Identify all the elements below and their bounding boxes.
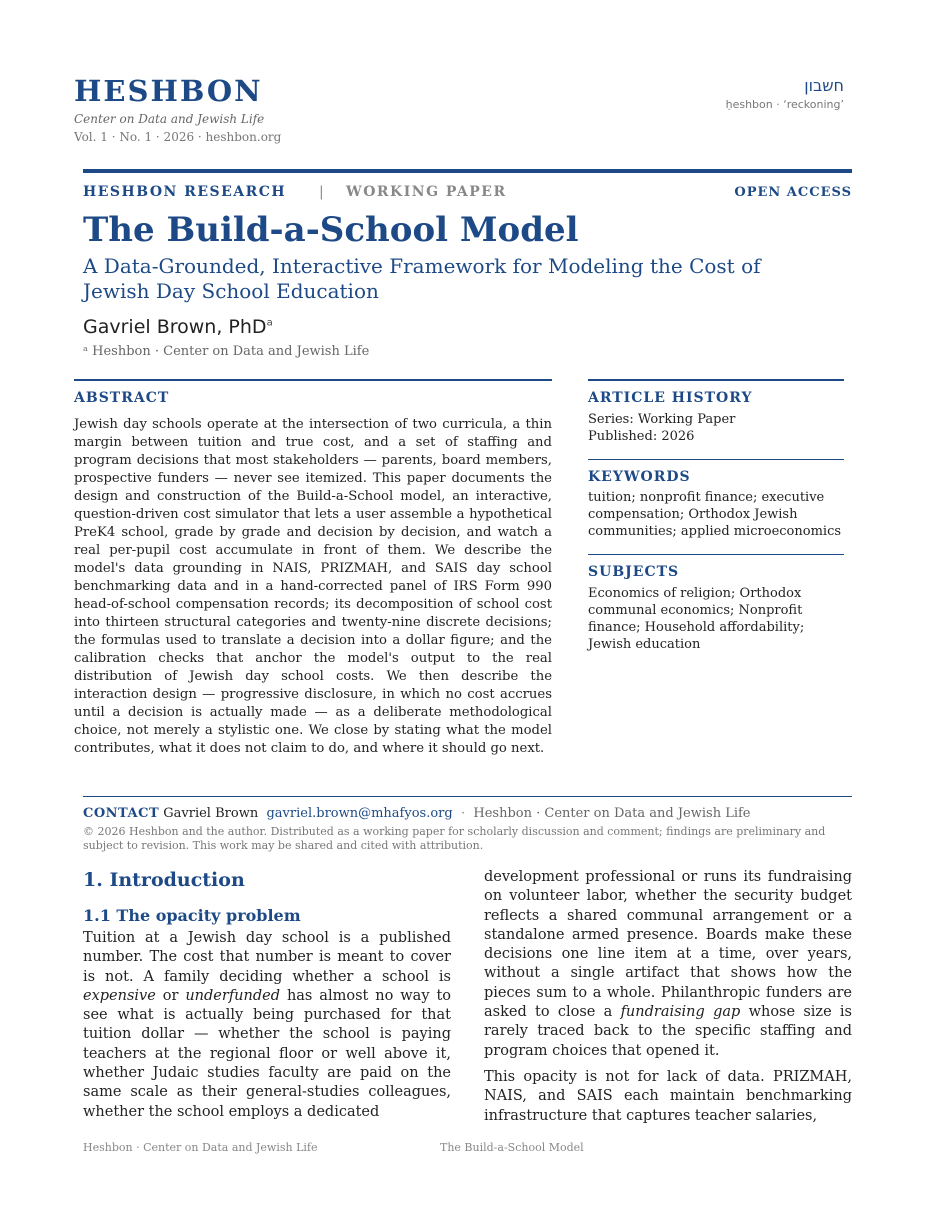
- hebrew-gloss: ḥeshbon · ‘reckoning’: [725, 98, 844, 111]
- paragraph: [83, 929, 451, 1122]
- contact-line: [83, 806, 751, 821]
- article-history-heading: ARTICLE HISTORY: [588, 390, 753, 406]
- body-column-right: [484, 868, 852, 1133]
- paper-subtitle: A Data-Grounded, Interactive Framework for Modeling the Cost of Jewish Day School Education: [83, 254, 761, 303]
- text-run: whose size is rarely traced back to the specific staffing and program choices that opened it.: [484, 1004, 853, 1059]
- emphasis: fundraising gap: [620, 1004, 741, 1021]
- sidebar-rule-subjects: [588, 554, 844, 555]
- series-row: [83, 184, 852, 202]
- history-series: Series: Working Paper: [588, 412, 736, 427]
- footer-org: Heshbon · Center on Data and Jewish Life: [83, 1141, 318, 1154]
- subsection-heading-opacity: 1.1 The opacity problem: [83, 906, 301, 925]
- keywords-heading: KEYWORDS: [588, 469, 691, 485]
- open-access-badge: OPEN ACCESS: [734, 185, 852, 200]
- subjects-text: Economics of religion; Orthodox communal economics; Nonprofit finance; Household affordability; Jewish education: [588, 586, 805, 652]
- paragraph: This opacity is not for lack of data. PRIZMAH, NAIS, and SAIS each maintain benchmarking infrastructure that captures teacher salaries,: [484, 1068, 852, 1124]
- subjects-heading: SUBJECTS: [588, 564, 680, 580]
- sidebar-rule-keywords: [588, 459, 844, 460]
- paragraph: [484, 868, 852, 1061]
- contact-email-link[interactable]: gavriel.brown@mhafyos.org: [266, 806, 453, 821]
- keywords-text: tuition; nonprofit finance; executive compensation; Orthodox Jewish communities; applied microeconomics: [588, 490, 842, 539]
- paper-title: The Build-a-School Model: [83, 210, 579, 250]
- emphasis: expensive: [83, 987, 156, 1004]
- header-rule: [83, 169, 852, 173]
- hebrew-title: חשבון: [804, 76, 844, 95]
- author-name: [83, 316, 273, 338]
- footer-title: The Build-a-School Model: [440, 1141, 584, 1154]
- abstract-text: Jewish day schools operate at the intersection of two curricula, a thin margin between tuition and true cost, and a set of staffing and program decisions that most stakeholders — parents, board members, prospective funders — never see itemized. This paper documents the design and construction of the Build-a-School model, an interactive, question-driven cost simulator that lets a user assemble a hypothetical PreK4 school, grade by grade and decision by decision, and watch a real per-pupil cost accumulate in front of them. We describe the model's data grounding in NAIS, PRIZMAH, and SAIS day school benchmarking data and in a hand-corrected panel of IRS Form 990 head-of-school compensation records; its decomposition of school cost into thirteen structural categories and twenty-nine discrete decisions; the formulas used to translate a decision into a dollar figure; and the calibration checks that anchor the model's output to the real distribution of Jewish day school costs. We then describe the interaction design — progressive disclosure, in which no cost accrues until a decision is actually made — as a deliberate methodological choice, not merely a stylistic one. We close by stating what the model contributes, what it does not claim to do, and where it should go next.: [74, 417, 552, 756]
- sidebar-rule-top: [588, 379, 844, 381]
- series-label: HESHBON RESEARCH: [83, 184, 287, 200]
- contact-label: CONTACT: [83, 806, 160, 821]
- text-run: or: [155, 987, 186, 1004]
- series-separator: |: [319, 184, 326, 200]
- history-published: Published: 2026: [588, 429, 695, 444]
- volume-line: Vol. 1 · No. 1 · 2026 · heshbon.org: [74, 130, 282, 144]
- copyright-notice: © 2026 Heshbon and the author. Distributed as a working paper for scholarly discussion and comment; findings are preliminary and subject to revision. This work may be shared and cited with attribution.: [83, 825, 826, 852]
- text-run: development professional or runs its fundraising on volunteer labor, whether the security budget reflects a shared communal arrangement or a standalone armed presence. Boards make these decisions one line item at a time, over years, without a single artifact that shows how the pieces sum to a whole. Philanthropic funders are asked to close a: [484, 869, 852, 1021]
- body-column-left: [83, 929, 451, 1129]
- text-run: Tuition at a Jewish day school is a published number. The cost that number is meant to cover is not. A family deciding whether a school is: [83, 930, 451, 985]
- contact-name: Gavriel Brown: [163, 806, 259, 821]
- text-run: has almost no way to see what is actually being purchased for that tuition dollar — whether the school is paying teachers at the regional floor or well above it, whether Judaic studies faculty are paid on the same scale as their general-studies colleagues, whether the school employs a dedicated: [83, 987, 451, 1120]
- author-affiliation: ᵃ Heshbon · Center on Data and Jewish Life: [83, 344, 370, 359]
- paper-type: WORKING PAPER: [346, 184, 507, 200]
- author-text: Gavriel Brown, PhD: [83, 316, 267, 338]
- abstract-rule: [74, 379, 552, 381]
- abstract-heading: ABSTRACT: [74, 390, 170, 406]
- contact-rule: [83, 796, 852, 797]
- emphasis: underfunded: [185, 987, 281, 1004]
- author-affil-mark: a: [266, 317, 273, 329]
- section-heading-introduction: 1. Introduction: [83, 869, 245, 891]
- contact-separator: ·: [460, 806, 466, 821]
- journal-brand: HESHBON: [74, 74, 263, 108]
- contact-org: Heshbon · Center on Data and Jewish Life: [473, 806, 751, 821]
- center-name: Center on Data and Jewish Life: [74, 112, 265, 126]
